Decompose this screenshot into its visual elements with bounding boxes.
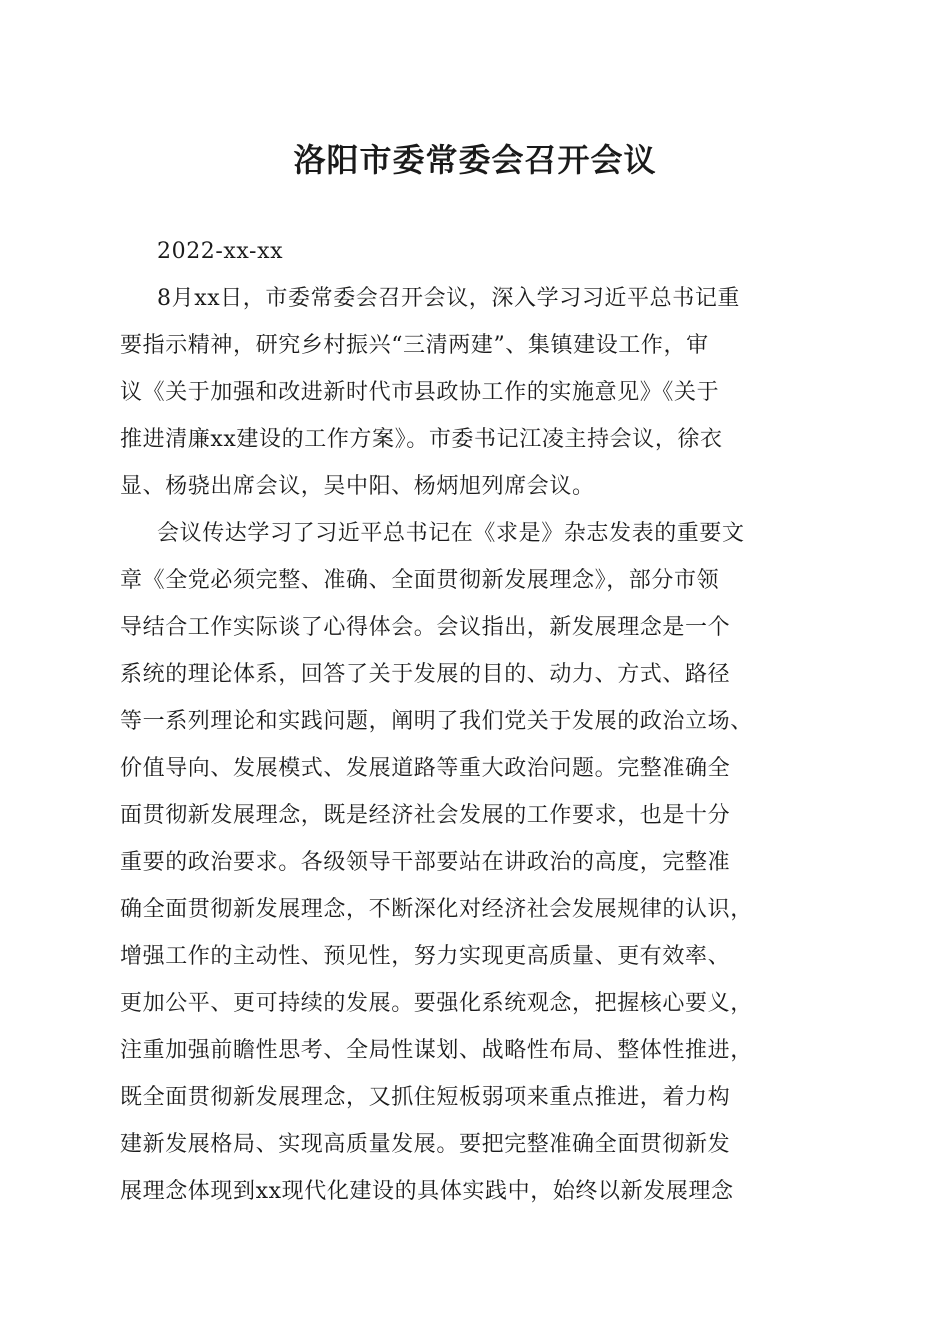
- paragraph-line: 等一系列理论和实践问题，阐明了我们党关于发展的政治立场、: [120, 709, 753, 734]
- paragraph-line: 展理念体现到xx现代化建设的具体实践中，始终以新发展理念: [120, 1179, 734, 1204]
- paragraph-line: 注重加强前瞻性思考、全局性谋划、战略性布局、整体性推进，: [120, 1038, 753, 1063]
- paragraph-line: 8月xx日，市委常委会召开会议，深入学习习近平总书记重: [157, 286, 741, 311]
- paragraph-line: 价值导向、发展模式、发展道路等重大政治问题。完整准确全: [120, 756, 731, 781]
- paragraph-line: 导结合工作实际谈了心得体会。会议指出，新发展理念是一个: [120, 615, 731, 640]
- paragraph-line: 要指示精神，研究乡村振兴“三清两建”、集镇建设工作，审: [120, 333, 709, 358]
- paragraph-line: 既全面贯彻新发展理念，又抓住短板弱项来重点推进，着力构: [120, 1085, 731, 1110]
- paragraph-line: 重要的政治要求。各级领导干部要站在讲政治的高度，完整准: [120, 850, 731, 875]
- paragraph-line: 系统的理论体系，回答了关于发展的目的、动力、方式、路径: [120, 662, 731, 687]
- document-body: [120, 228, 838, 1215]
- paragraph-line: 会议传达学习了习近平总书记在《求是》杂志发表的重要文: [157, 521, 745, 546]
- paragraph-line: 更加公平、更可持续的发展。要强化系统观念，把握核心要义，: [120, 991, 753, 1016]
- paragraph-line: 确全面贯彻新发展理念，不断深化对经济社会发展规律的认识，: [120, 897, 753, 922]
- paragraph-line: 面贯彻新发展理念，既是经济社会发展的工作要求，也是十分: [120, 803, 731, 828]
- paragraph-line: 推进清廉xx建设的工作方案》。市委书记江凌主持会议，徐衣: [120, 427, 723, 452]
- paragraph-line: 议《关于加强和改进新时代市县政协工作的实施意见》《关于: [120, 380, 720, 405]
- page-title: 洛阳市委常委会召开会议: [293, 141, 657, 179]
- date-line: 2022-xx-xx: [157, 239, 284, 264]
- paragraph-line: 增强工作的主动性、预见性，努力实现更高质量、更有效率、: [120, 944, 731, 969]
- paragraph-line: 建新发展格局、实现高质量发展。要把完整准确全面贯彻新发: [120, 1132, 731, 1157]
- paragraph-line: 显、杨骁出席会议，吴中阳、杨炳旭列席会议。: [120, 474, 595, 499]
- paragraph-line: 章《全党必须完整、准确、全面贯彻新发展理念》，部分市领: [120, 568, 720, 593]
